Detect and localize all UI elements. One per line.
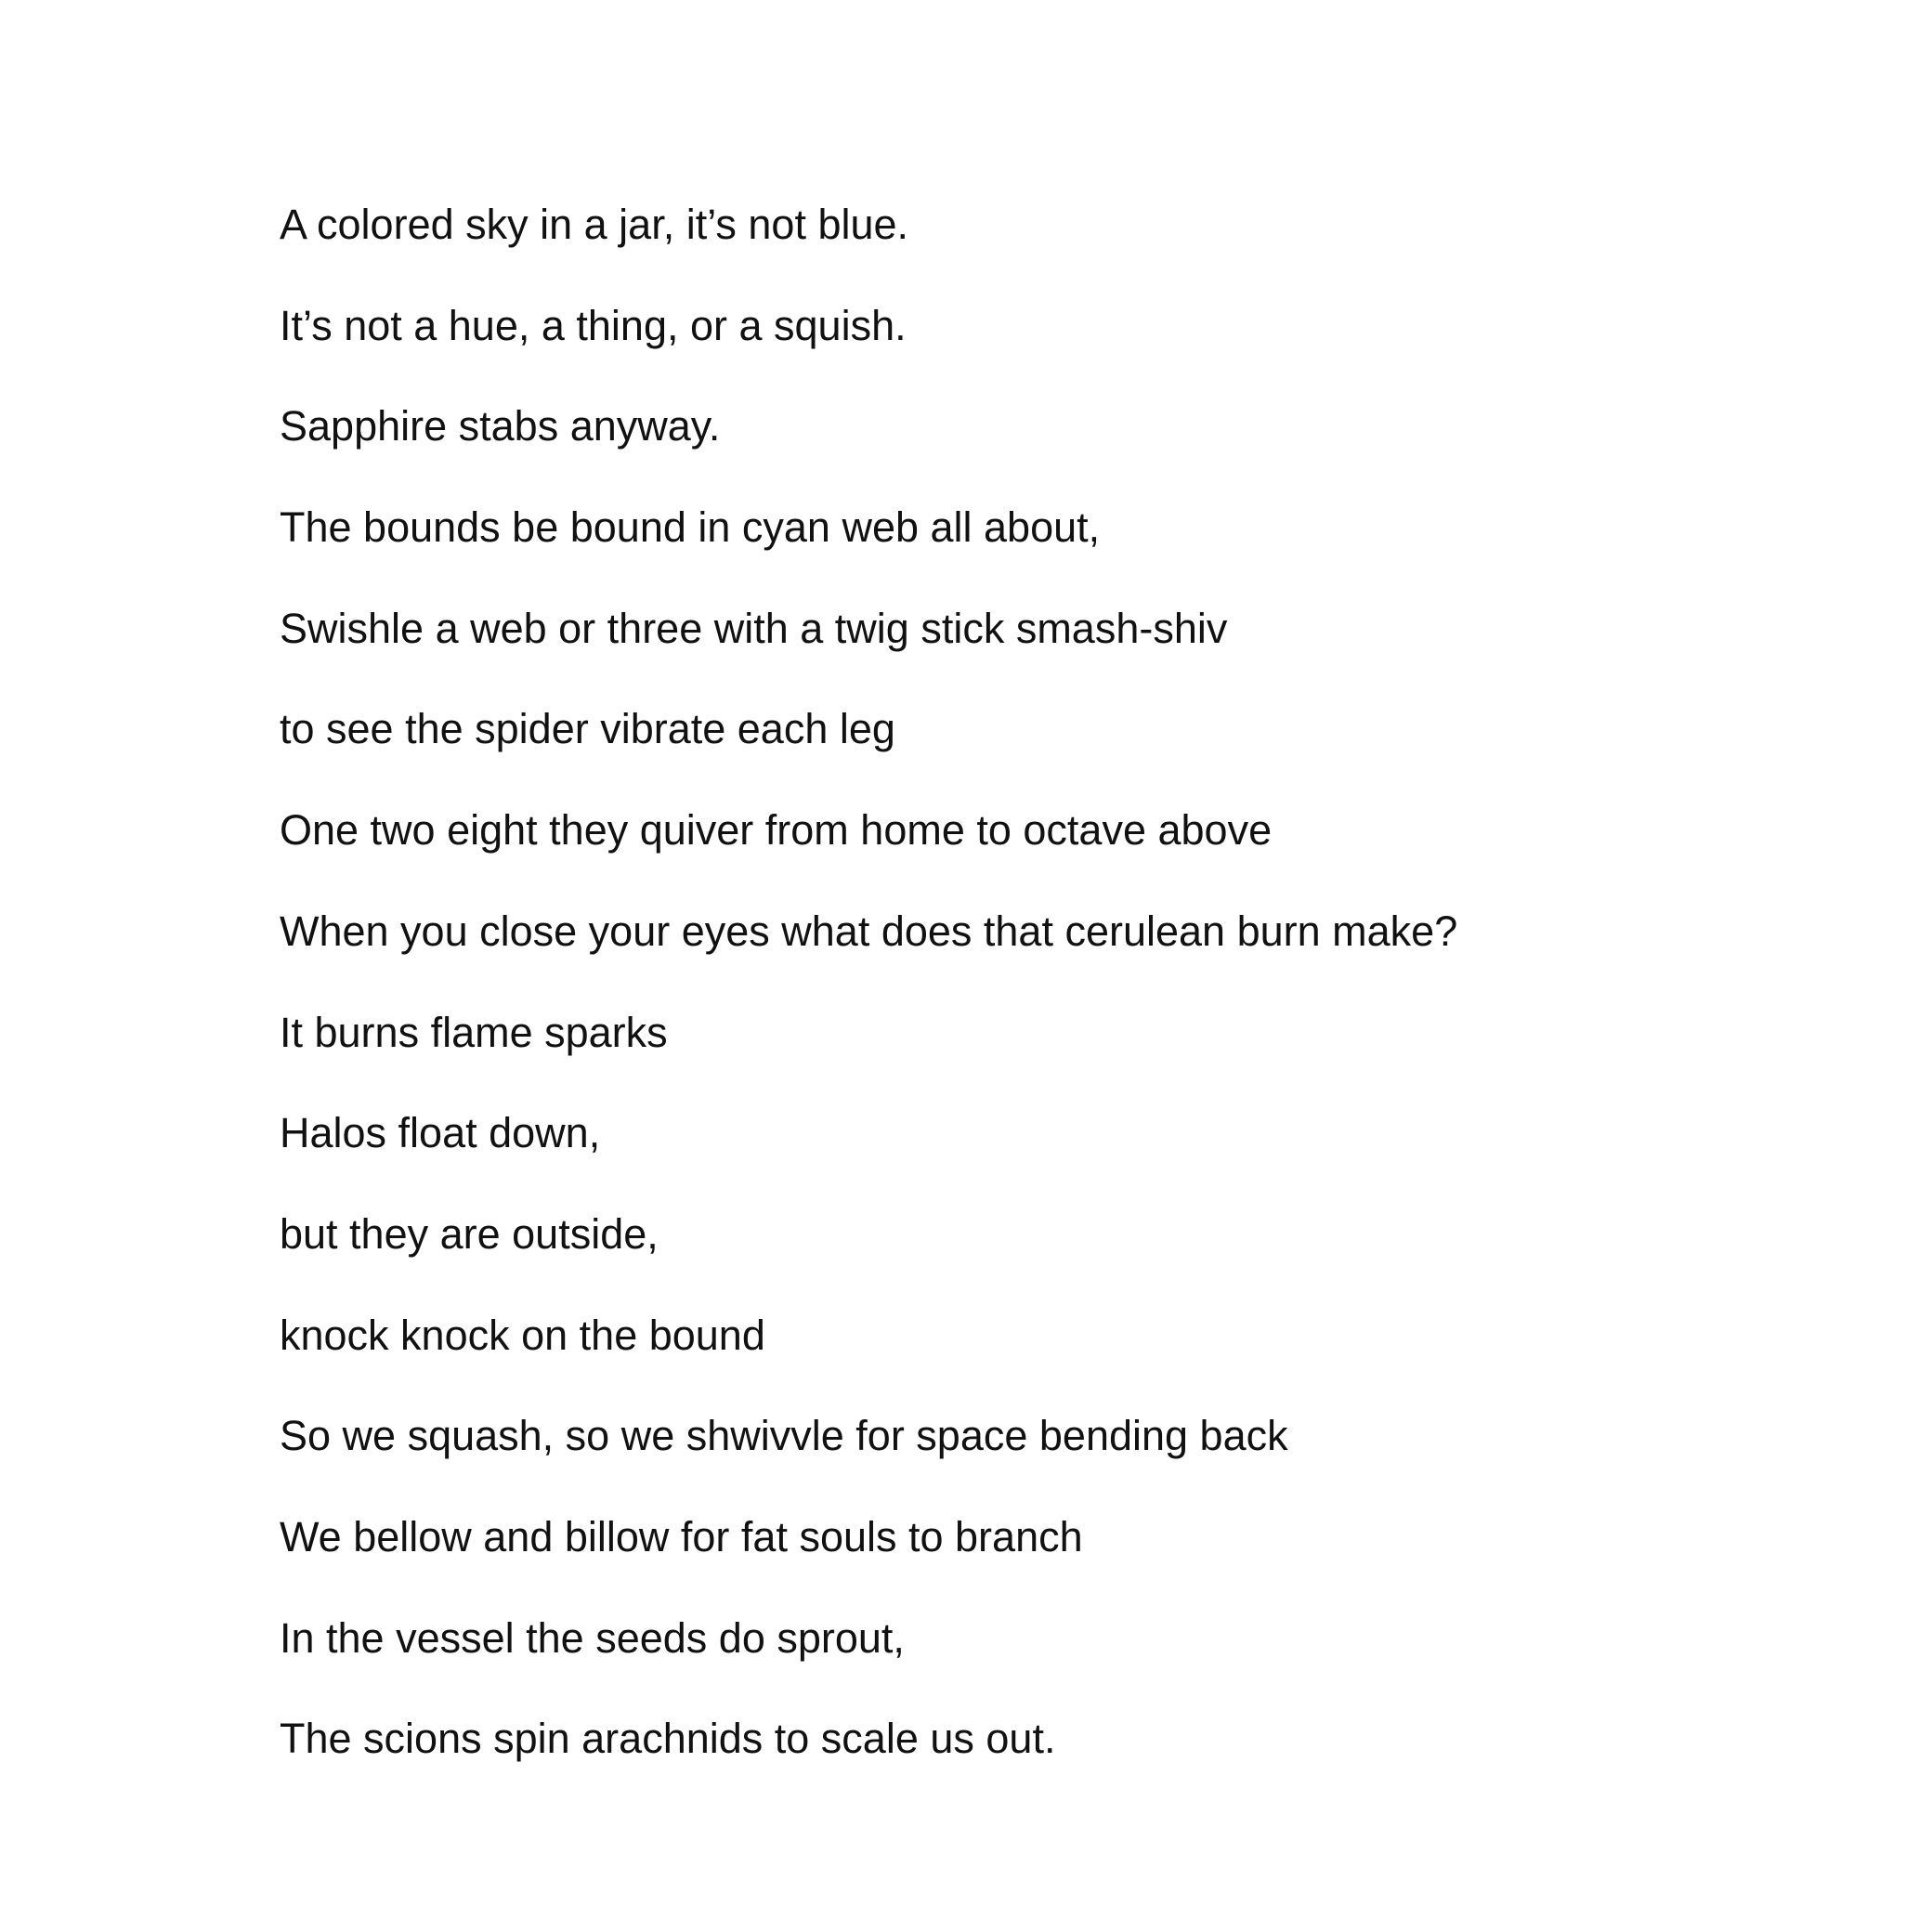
poem-line: When you close your eyes what does that cerulean burn make?: [280, 907, 1458, 955]
poem-line: A colored sky in a jar, it’s not blue.: [280, 201, 909, 248]
poem-line: knock knock on the bound: [280, 1311, 765, 1359]
poem-line: It’s not a hue, a thing, or a squish.: [280, 301, 907, 349]
poem-line: In the vessel the seeds do sprout,: [280, 1613, 905, 1662]
poem-line: We bellow and billow for fat souls to branch: [280, 1512, 1083, 1560]
poem-line: Sapphire stabs anyway.: [280, 402, 721, 450]
poem-line: One two eight they quiver from home to octave above: [280, 806, 1273, 855]
poem-line: to see the spider vibrate each leg: [280, 705, 895, 753]
poem-line: Swishle a web or three with a twig stick smash-shiv: [280, 604, 1228, 652]
poem-line: but they are outside,: [280, 1209, 659, 1258]
poem-line: The scions spin arachnids to scale us out.: [280, 1715, 1056, 1763]
poem-body: [280, 199, 1859, 1814]
poem-line: The bounds be bound in cyan web all about,: [280, 503, 1101, 552]
poem-line: It burns flame sparks: [280, 1008, 668, 1056]
poem-line: So we squash, so we shwivvle for space bending back: [280, 1412, 1288, 1460]
poem-line: Halos float down,: [280, 1109, 601, 1157]
